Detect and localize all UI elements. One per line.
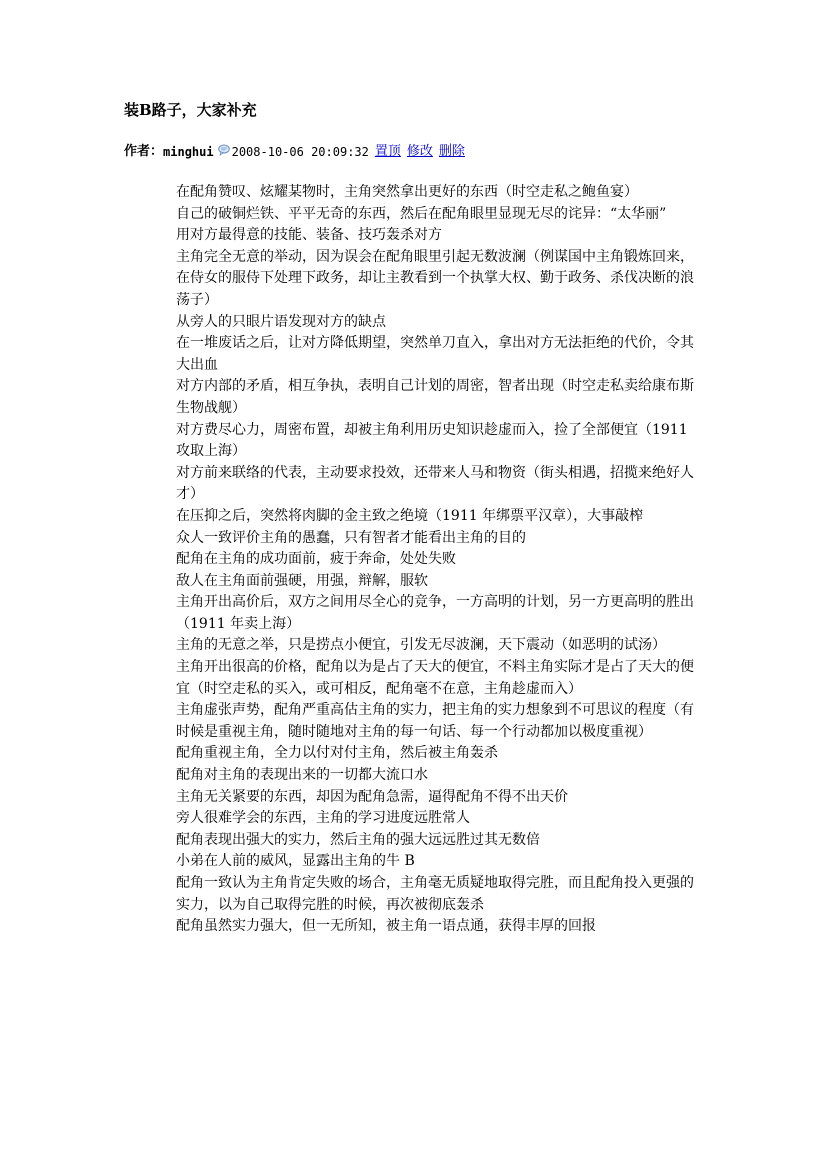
content-line: 配角对主角的表现出来的一切都大流口水 xyxy=(176,767,428,784)
content-line: 主角完全无意的举动，因为误会在配角眼里引起无数波澜（例谋国中主角锻炼回来，在侍女的服侍下处理下政务，却让主教看到一个执掌大权、勤于政务、杀伐决断的浪荡子） xyxy=(176,248,694,308)
content-line: 主角的无意之举，只是捞点小便宜，引发无尽波澜，天下震动（如恶明的试汤） xyxy=(176,637,666,654)
post-title: 装B路子，大家补充 xyxy=(124,101,257,119)
content-line: 配角一致认为主角肯定失败的场合，主角毫无质疑地取得完胜，而且配角投入更强的实力，以为自己取得完胜的时候，再次被彻底轰杀 xyxy=(176,875,694,913)
content-line: 用对方最得意的技能、装备、技巧轰杀对方 xyxy=(176,227,442,244)
content-line: 配角表现出强大的实力，然后主角的强大远远胜过其无数倍 xyxy=(176,831,540,848)
author-label: 作者： xyxy=(124,144,164,159)
content-line: 小弟在人前的威风，显露出主角的牛 B xyxy=(176,853,415,870)
content-line: 配角虽然实力强大，但一无所知，被主角一语点通，获得丰厚的回报 xyxy=(176,918,596,935)
content-line: 众人一致评价主角的愚蠢，只有智者才能看出主角的目的 xyxy=(176,529,526,546)
content-line: 主角开出很高的价格，配角以为是占了天大的便宜，不料主角实际才是占了天大的便宜（时空走私的买入，或可相反，配角毫不在意，主角趁虚而入） xyxy=(176,659,694,697)
content-line: 配角在主角的成功面前，疲于奔命，处处失败 xyxy=(176,551,456,568)
content-line: 在压抑之后，突然将肉脚的金主致之绝境（1911 年绑票平汉章），大事敲榨 xyxy=(176,507,644,524)
post-meta xyxy=(124,143,465,161)
content-line: 对方前来联络的代表，主动要求投效，还带来人马和物资（街头相遇，招揽来绝好人才） xyxy=(176,464,694,503)
post-datetime: 2008-10-06 20:09:32 xyxy=(231,145,369,159)
content-line: 主角开出高价后，双方之间用尽全心的竞争，一方高明的计划，另一方更高明的胜出（1911 年卖上海） xyxy=(176,594,694,632)
post-content xyxy=(176,182,706,938)
content-line: 对方费尽心力，周密布置，却被主角利用历史知识趁虚而入，捡了全部便宜（1911 攻取上海） xyxy=(176,421,688,460)
speech-bubble-icon xyxy=(218,144,230,156)
content-line: 配角重视主角，全力以付对付主角，然后被主角轰杀 xyxy=(176,745,498,762)
author-name[interactable]: minghui xyxy=(163,145,214,159)
content-line: 从旁人的只眼片语发现对方的缺点 xyxy=(176,313,386,330)
content-line: 对方内部的矛盾，相互争执，表明自己计划的周密，智者出现（时空走私卖给康布斯生物战舰） xyxy=(176,378,694,416)
content-line: 在配角赞叹、炫耀某物时，主角突然拿出更好的东西（时空走私之鲍鱼宴） xyxy=(176,184,638,200)
content-line: 敌人在主角面前强硬，用强，辩解，服软 xyxy=(176,572,428,589)
edit-link[interactable]: 修改 xyxy=(406,144,433,159)
content-line: 旁人很难学会的东西，主角的学习进度远胜常人 xyxy=(176,810,470,827)
content-line: 主角无关紧要的东西，却因为配角急需，逼得配角不得不出天价 xyxy=(176,788,568,805)
content-line: 自己的破铜烂铁、平平无奇的东西，然后在配角眼里显现无尽的诧异：“太华丽” xyxy=(176,205,667,222)
content-line: 在一堆废话之后，让对方降低期望，突然单刀直入，拿出对方无法拒绝的代价，令其大出血 xyxy=(176,335,694,373)
delete-link[interactable]: 删除 xyxy=(438,144,465,159)
content-line: 主角虚张声势，配角严重高估主角的实力，把主角的实力想象到不可思议的程度（有时候是重视主角，随时随地对主角的每一句话、每一个行动都加以极度重视） xyxy=(176,702,694,740)
pin-link[interactable]: 置顶 xyxy=(374,144,401,159)
